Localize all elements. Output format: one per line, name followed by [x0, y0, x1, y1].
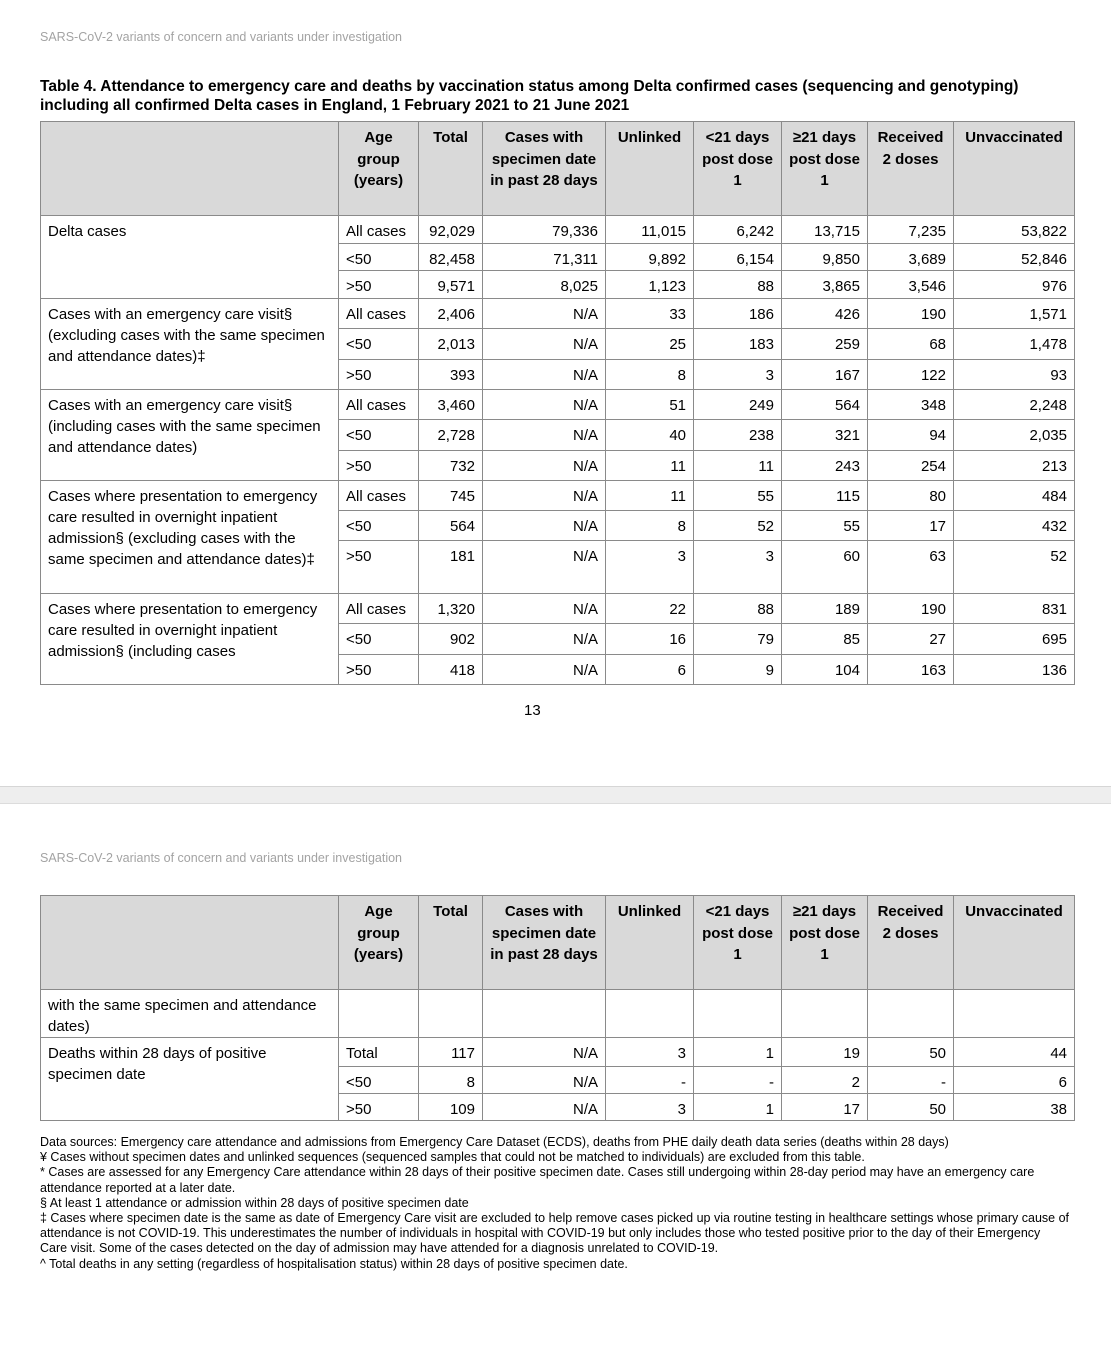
data-cell: 6 [954, 1067, 1075, 1094]
row-group-label: Delta cases [41, 216, 339, 299]
page-header: SARS-CoV-2 variants of concern and variants under investigation [40, 30, 402, 44]
table-row [41, 1038, 1075, 1067]
data-cell: 40 [606, 420, 694, 451]
table-row [41, 390, 1075, 420]
data-cell: 122 [868, 360, 954, 390]
data-cell: 3,689 [868, 244, 954, 271]
data-cell: 1,320 [419, 594, 483, 624]
age-group-cell: >50 [339, 655, 419, 685]
data-cell: - [868, 1067, 954, 1094]
data-cell: 11 [606, 451, 694, 481]
data-cell: 186 [694, 299, 782, 329]
table-title: Table 4. Attendance to emergency care and deaths by vaccination status among Delta confirmed cases (sequencing and genotyping) including all confirmed Delta cases in England, 1 February 2021 to 21 June 2021 [40, 78, 1019, 114]
data-cell: 6 [606, 655, 694, 685]
col-header-lt21-post-dose1: <21 days post dose 1 [694, 122, 782, 216]
data-cell: 1 [694, 1094, 782, 1121]
data-cell: 3,460 [419, 390, 483, 420]
page-number: 13 [524, 702, 541, 719]
data-cell: 1,123 [606, 271, 694, 299]
data-cell: 92,029 [419, 216, 483, 244]
footnote: Data sources: Emergency care attendance and admissions from Emergency Care Dataset (ECDS), deaths from PHE daily death data series (deaths within 28 days) [40, 1135, 949, 1149]
data-cell: 2,728 [419, 420, 483, 451]
data-cell: 9 [694, 655, 782, 685]
data-cell: 11,015 [606, 216, 694, 244]
data-cell: 564 [419, 511, 483, 541]
data-cell: 3 [606, 1038, 694, 1067]
data-cell: 249 [694, 390, 782, 420]
age-group-cell: All cases [339, 390, 419, 420]
footnote: ‡ Cases where specimen date is the same as date of Emergency Care visit are excluded to help remove cases picked up via routine testing in healthcare settings whose primary cause of attendance is not COVID-19. This underestimates the number of individuals in hospital with COVID-19 but only includes those who tested positive prior to the day of their Emergency Care visit. Some of the cases detected on the day of admission may have attended for a diagnosis unrelated to COVID-19. [40, 1211, 1070, 1256]
data-cell: 9,850 [782, 244, 868, 271]
data-cell: 52 [954, 541, 1075, 594]
data-cell: 2,406 [419, 299, 483, 329]
data-cell: 25 [606, 329, 694, 360]
data-cell: 348 [868, 390, 954, 420]
data-cell: 432 [954, 511, 1075, 541]
data-cell: 22 [606, 594, 694, 624]
row-group-label: Cases with an emergency care visit§ (excluding cases with the same specimen and attendance dates)‡ [41, 299, 339, 390]
data-cell: N/A [483, 360, 606, 390]
col-header-cases-past-28-days: Cases with specimen date in past 28 days [483, 122, 606, 216]
data-cell: - [606, 1067, 694, 1094]
data-cell: 3,865 [782, 271, 868, 299]
data-cell: N/A [483, 390, 606, 420]
data-cell: N/A [483, 481, 606, 511]
col-header-unvaccinated: Unvaccinated [954, 896, 1075, 990]
age-group-cell: <50 [339, 329, 419, 360]
data-cell: 6,154 [694, 244, 782, 271]
col-header-two-doses: Received 2 doses [868, 896, 954, 990]
data-cell: 163 [868, 655, 954, 685]
data-cell: 2,013 [419, 329, 483, 360]
data-cell: 79 [694, 624, 782, 655]
age-group-cell: All cases [339, 216, 419, 244]
data-cell: 16 [606, 624, 694, 655]
data-cell: 52,846 [954, 244, 1075, 271]
table-row [41, 299, 1075, 329]
data-cell: 51 [606, 390, 694, 420]
age-group-cell: All cases [339, 594, 419, 624]
data-cell: 88 [694, 594, 782, 624]
data-cell: 254 [868, 451, 954, 481]
attendance-table [40, 121, 1075, 685]
age-group-cell: All cases [339, 481, 419, 511]
data-cell: 190 [868, 299, 954, 329]
data-cell: 94 [868, 420, 954, 451]
data-cell: 695 [954, 624, 1075, 655]
data-cell: N/A [483, 594, 606, 624]
col-header-ge21-post-dose1: ≥21 days post dose 1 [782, 122, 868, 216]
footnote: ^ Total deaths in any setting (regardless of hospitalisation status) within 28 days of positive specimen date. [40, 1256, 628, 1271]
data-cell: 183 [694, 329, 782, 360]
data-cell: 27 [868, 624, 954, 655]
age-group-cell: <50 [339, 420, 419, 451]
data-cell: 44 [954, 1038, 1075, 1067]
data-cell: 2,035 [954, 420, 1075, 451]
data-cell: N/A [483, 655, 606, 685]
continued-row-label: with the same specimen and attendance dates) [41, 990, 339, 1038]
data-cell: 53,822 [954, 216, 1075, 244]
row-group-label: Cases with an emergency care visit§ (including cases with the same specimen and attendance dates) [41, 390, 339, 481]
data-cell: 745 [419, 481, 483, 511]
col-header-two-doses: Received 2 doses [868, 122, 954, 216]
data-cell: 259 [782, 329, 868, 360]
data-cell: N/A [483, 420, 606, 451]
data-cell: 63 [868, 541, 954, 594]
data-cell: N/A [483, 1038, 606, 1067]
data-cell: 3 [694, 360, 782, 390]
data-cell: 3 [606, 1094, 694, 1121]
col-header-age-group: Age group (years) [339, 122, 419, 216]
data-cell: 831 [954, 594, 1075, 624]
col-header-total: Total [419, 896, 483, 990]
col-header-unvaccinated: Unvaccinated [954, 122, 1075, 216]
data-cell: 9,571 [419, 271, 483, 299]
age-group-cell: All cases [339, 299, 419, 329]
data-cell: 564 [782, 390, 868, 420]
row-group-label: Cases where presentation to emergency care resulted in overnight inpatient admission§ (including cases [41, 594, 339, 685]
col-header-total: Total [419, 122, 483, 216]
data-cell: 9,892 [606, 244, 694, 271]
data-cell: 33 [606, 299, 694, 329]
data-cell: 243 [782, 451, 868, 481]
table-row [41, 216, 1075, 244]
col-header-cases-past-28-days: Cases with specimen date in past 28 days [483, 896, 606, 990]
data-cell: 17 [782, 1094, 868, 1121]
data-cell: N/A [483, 624, 606, 655]
data-cell: 93 [954, 360, 1075, 390]
data-cell: 82,458 [419, 244, 483, 271]
data-cell: 50 [868, 1038, 954, 1067]
age-group-cell: >50 [339, 271, 419, 299]
header-row [41, 896, 1075, 990]
age-group-cell: >50 [339, 1094, 419, 1121]
data-cell: N/A [483, 299, 606, 329]
data-cell: 109 [419, 1094, 483, 1121]
table-row [41, 481, 1075, 511]
age-group-cell: >50 [339, 451, 419, 481]
age-group-cell: <50 [339, 1067, 419, 1094]
data-cell: 52 [694, 511, 782, 541]
data-cell: 167 [782, 360, 868, 390]
continued-row [41, 990, 1075, 1038]
age-group-cell: Total [339, 1038, 419, 1067]
age-group-cell: <50 [339, 624, 419, 655]
data-cell: 8 [419, 1067, 483, 1094]
data-cell: 732 [419, 451, 483, 481]
footnote: ¥ Cases without specimen dates and unlinked sequences (sequenced samples that could not be matched to individuals) are excluded from this table. [40, 1150, 865, 1165]
col-header-lt21-post-dose1: <21 days post dose 1 [694, 896, 782, 990]
data-cell: 2,248 [954, 390, 1075, 420]
data-cell: 50 [868, 1094, 954, 1121]
data-cell: 136 [954, 655, 1075, 685]
data-cell: 1,478 [954, 329, 1075, 360]
data-cell: N/A [483, 511, 606, 541]
data-cell: 3,546 [868, 271, 954, 299]
data-cell: 190 [868, 594, 954, 624]
col-header-age-group: Age group (years) [339, 896, 419, 990]
data-cell: 13,715 [782, 216, 868, 244]
data-cell: 238 [694, 420, 782, 451]
data-cell: 213 [954, 451, 1075, 481]
data-cell: 426 [782, 299, 868, 329]
data-cell: 115 [782, 481, 868, 511]
data-cell: 181 [419, 541, 483, 594]
data-cell: 80 [868, 481, 954, 511]
data-cell: 104 [782, 655, 868, 685]
data-cell: 484 [954, 481, 1075, 511]
deaths-table [40, 895, 1075, 1121]
data-cell: 68 [868, 329, 954, 360]
col-header-description [41, 896, 339, 990]
age-group-cell: <50 [339, 244, 419, 271]
row-group-label: Cases where presentation to emergency care resulted in overnight inpatient admission§ (excluding cases with the same specimen and attendance dates)‡ [41, 481, 339, 594]
data-cell: 11 [606, 481, 694, 511]
data-cell: N/A [483, 541, 606, 594]
data-cell: 189 [782, 594, 868, 624]
data-cell: 117 [419, 1038, 483, 1067]
data-cell: - [694, 1067, 782, 1094]
data-cell: N/A [483, 329, 606, 360]
data-cell: 393 [419, 360, 483, 390]
data-cell: 60 [782, 541, 868, 594]
col-header-description [41, 122, 339, 216]
data-cell: 976 [954, 271, 1075, 299]
col-header-unlinked: Unlinked [606, 122, 694, 216]
data-cell: 88 [694, 271, 782, 299]
footnote: * Cases are assessed for any Emergency Care attendance within 28 days of their positive specimen date. Cases still undergoing within 28-day period may have an emergency care attendance reported at a later date. [40, 1165, 1035, 1195]
page-header-2: SARS-CoV-2 variants of concern and variants under investigation [40, 851, 402, 865]
data-cell: 8,025 [483, 271, 606, 299]
data-cell: 1 [694, 1038, 782, 1067]
data-cell: 6,242 [694, 216, 782, 244]
data-cell: 55 [782, 511, 868, 541]
data-cell: 7,235 [868, 216, 954, 244]
data-cell: 55 [694, 481, 782, 511]
data-cell: 17 [868, 511, 954, 541]
data-cell: 38 [954, 1094, 1075, 1121]
col-header-unlinked: Unlinked [606, 896, 694, 990]
header-row [41, 122, 1075, 216]
data-cell: N/A [483, 1067, 606, 1094]
footnotes [40, 1135, 1070, 1272]
data-cell: 11 [694, 451, 782, 481]
age-group-cell: >50 [339, 541, 419, 594]
row-group-label: Deaths within 28 days of positive specimen date [41, 1038, 339, 1121]
data-cell: 85 [782, 624, 868, 655]
data-cell: 2 [782, 1067, 868, 1094]
data-cell: 3 [694, 541, 782, 594]
data-cell: 321 [782, 420, 868, 451]
data-cell: 902 [419, 624, 483, 655]
data-cell: 418 [419, 655, 483, 685]
data-cell: 8 [606, 360, 694, 390]
age-group-cell: <50 [339, 511, 419, 541]
age-group-cell: >50 [339, 360, 419, 390]
page-break-divider [0, 786, 1111, 804]
data-cell: 19 [782, 1038, 868, 1067]
col-header-ge21-post-dose1: ≥21 days post dose 1 [782, 896, 868, 990]
table-row [41, 594, 1075, 624]
footnote: § At least 1 attendance or admission within 28 days of positive specimen date [40, 1195, 469, 1210]
data-cell: 3 [606, 541, 694, 594]
data-cell: 79,336 [483, 216, 606, 244]
data-cell: 1,571 [954, 299, 1075, 329]
data-cell: N/A [483, 1094, 606, 1121]
data-cell: N/A [483, 451, 606, 481]
data-cell: 8 [606, 511, 694, 541]
data-cell: 71,311 [483, 244, 606, 271]
